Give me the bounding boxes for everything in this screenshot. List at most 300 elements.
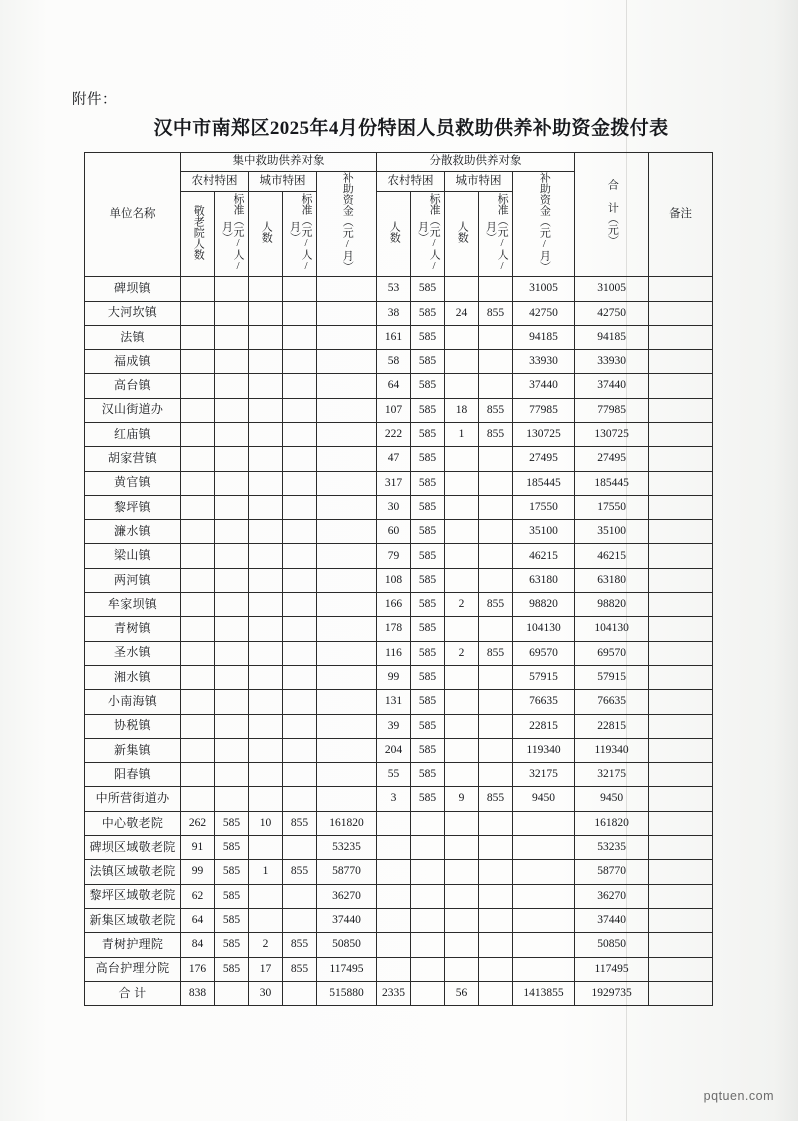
row-dispersed-rural-standard: 585 [411, 787, 445, 811]
row-dispersed-urban-standard [479, 568, 513, 592]
table-row [85, 714, 713, 738]
row-dispersed-subsidy [513, 933, 575, 957]
row-concentrated-urban-people [249, 301, 283, 325]
row-unit-name: 梁山镇 [85, 544, 181, 568]
row-remark [649, 520, 713, 544]
row-concentrated-urban-standard [283, 447, 317, 471]
row-concentrated-home-people [181, 787, 215, 811]
row-total: 50850 [575, 933, 649, 957]
table-row [85, 860, 713, 884]
row-concentrated-urban-standard [283, 568, 317, 592]
row-dispersed-rural-standard: 585 [411, 714, 445, 738]
row-dispersed-rural-standard [411, 908, 445, 932]
row-dispersed-urban-people [445, 568, 479, 592]
table-row [85, 690, 713, 714]
table-row [85, 763, 713, 787]
row-remark [649, 568, 713, 592]
row-concentrated-home-people [181, 471, 215, 495]
row-dispersed-urban-people [445, 738, 479, 762]
row-total: 27495 [575, 447, 649, 471]
row-remark [649, 398, 713, 422]
row-remark [649, 471, 713, 495]
row-dispersed-rural-people: 30 [377, 495, 411, 519]
row-dispersed-subsidy: 37440 [513, 374, 575, 398]
row-dispersed-urban-people: 24 [445, 301, 479, 325]
row-dispersed-urban-standard [479, 884, 513, 908]
row-concentrated-home-people: 64 [181, 908, 215, 932]
funding-table-container [84, 152, 712, 1006]
table-row [85, 325, 713, 349]
row-dispersed-subsidy: 63180 [513, 568, 575, 592]
row-dispersed-rural-people: 38 [377, 301, 411, 325]
row-total: 37440 [575, 908, 649, 932]
row-dispersed-subsidy: 104130 [513, 617, 575, 641]
row-dispersed-urban-standard [479, 933, 513, 957]
total-dispersed-urban-standard [479, 981, 513, 1005]
row-concentrated-rural-standard [215, 423, 249, 447]
table-header [85, 153, 713, 277]
row-concentrated-subsidy: 117495 [317, 957, 377, 981]
row-dispersed-rural-people [377, 933, 411, 957]
row-concentrated-urban-standard [283, 325, 317, 349]
row-dispersed-urban-people: 1 [445, 423, 479, 447]
row-concentrated-subsidy [317, 495, 377, 519]
table-row [85, 447, 713, 471]
row-dispersed-rural-standard: 585 [411, 617, 445, 641]
row-dispersed-subsidy: 17550 [513, 495, 575, 519]
row-dispersed-rural-people: 178 [377, 617, 411, 641]
row-concentrated-urban-people [249, 884, 283, 908]
row-total: 35100 [575, 520, 649, 544]
row-dispersed-urban-people [445, 471, 479, 495]
header-dispersed-urban-standard: 标准（元/人/月） [479, 192, 513, 277]
row-dispersed-subsidy [513, 908, 575, 932]
row-total: 31005 [575, 277, 649, 301]
row-concentrated-rural-standard [215, 641, 249, 665]
row-concentrated-urban-standard [283, 665, 317, 689]
table-row [85, 495, 713, 519]
total-remark [649, 981, 713, 1005]
row-dispersed-urban-standard [479, 738, 513, 762]
row-concentrated-urban-people [249, 593, 283, 617]
row-dispersed-rural-standard: 585 [411, 447, 445, 471]
row-concentrated-rural-standard [215, 325, 249, 349]
table-row [85, 908, 713, 932]
table-row [85, 544, 713, 568]
row-dispersed-urban-standard: 855 [479, 641, 513, 665]
row-concentrated-home-people [181, 325, 215, 349]
row-concentrated-urban-people [249, 690, 283, 714]
row-dispersed-subsidy: 77985 [513, 398, 575, 422]
row-remark [649, 933, 713, 957]
row-concentrated-urban-standard [283, 908, 317, 932]
row-concentrated-subsidy [317, 350, 377, 374]
row-concentrated-subsidy [317, 617, 377, 641]
row-total: 161820 [575, 811, 649, 835]
row-dispersed-urban-standard [479, 908, 513, 932]
row-dispersed-rural-people: 47 [377, 447, 411, 471]
row-concentrated-rural-standard: 585 [215, 957, 249, 981]
row-dispersed-subsidy [513, 836, 575, 860]
row-dispersed-subsidy: 32175 [513, 763, 575, 787]
row-concentrated-urban-people [249, 495, 283, 519]
row-concentrated-subsidy [317, 301, 377, 325]
row-dispersed-rural-people: 55 [377, 763, 411, 787]
table-row [85, 277, 713, 301]
row-dispersed-urban-people [445, 836, 479, 860]
row-concentrated-urban-standard: 855 [283, 860, 317, 884]
row-dispersed-rural-people: 3 [377, 787, 411, 811]
row-dispersed-rural-people [377, 957, 411, 981]
row-concentrated-subsidy: 58770 [317, 860, 377, 884]
row-remark [649, 884, 713, 908]
row-unit-name: 福成镇 [85, 350, 181, 374]
table-row [85, 568, 713, 592]
header-concentrated-urban: 城市特困 [249, 172, 317, 192]
row-dispersed-rural-standard: 585 [411, 277, 445, 301]
row-concentrated-subsidy: 161820 [317, 811, 377, 835]
row-dispersed-rural-people: 53 [377, 277, 411, 301]
row-dispersed-rural-people: 107 [377, 398, 411, 422]
row-dispersed-urban-standard [479, 690, 513, 714]
row-concentrated-subsidy: 36270 [317, 884, 377, 908]
row-dispersed-urban-people [445, 277, 479, 301]
row-dispersed-rural-standard [411, 860, 445, 884]
row-dispersed-urban-people [445, 520, 479, 544]
row-dispersed-urban-standard [479, 836, 513, 860]
row-concentrated-urban-people [249, 520, 283, 544]
attachment-label: 附件： [72, 92, 117, 108]
row-unit-name: 黎坪镇 [85, 495, 181, 519]
row-concentrated-urban-people: 2 [249, 933, 283, 957]
row-total: 77985 [575, 398, 649, 422]
header-dispersed-urban-people: 人数 [445, 192, 479, 277]
row-remark [649, 423, 713, 447]
row-concentrated-urban-people [249, 568, 283, 592]
row-concentrated-subsidy [317, 714, 377, 738]
row-dispersed-urban-people [445, 374, 479, 398]
header-remark: 备注 [649, 153, 713, 277]
table-row [85, 641, 713, 665]
header-unit-name: 单位名称 [85, 153, 181, 277]
table-row [85, 787, 713, 811]
row-unit-name: 青树镇 [85, 617, 181, 641]
row-remark [649, 836, 713, 860]
row-unit-name: 高台护理分院 [85, 957, 181, 981]
row-concentrated-home-people [181, 544, 215, 568]
header-total-label: 合 计（元） [606, 179, 619, 246]
row-remark [649, 738, 713, 762]
row-dispersed-urban-standard [479, 350, 513, 374]
row-concentrated-home-people [181, 665, 215, 689]
row-dispersed-urban-standard [479, 617, 513, 641]
row-dispersed-urban-people [445, 957, 479, 981]
row-dispersed-rural-standard: 585 [411, 374, 445, 398]
row-concentrated-rural-standard [215, 350, 249, 374]
row-total: 36270 [575, 884, 649, 908]
row-remark [649, 690, 713, 714]
table-row [85, 933, 713, 957]
row-concentrated-home-people: 262 [181, 811, 215, 835]
table-body [85, 277, 713, 1006]
row-concentrated-subsidy: 37440 [317, 908, 377, 932]
total-concentrated-home-people: 838 [181, 981, 215, 1005]
row-dispersed-urban-people [445, 860, 479, 884]
row-dispersed-urban-standard [479, 447, 513, 471]
row-concentrated-rural-standard [215, 763, 249, 787]
row-dispersed-urban-people [445, 933, 479, 957]
row-unit-name: 中所营街道办 [85, 787, 181, 811]
row-dispersed-rural-standard: 585 [411, 738, 445, 762]
row-unit-name: 新集区域敬老院 [85, 908, 181, 932]
row-unit-name: 协税镇 [85, 714, 181, 738]
row-dispersed-urban-standard: 855 [479, 593, 513, 617]
row-concentrated-rural-standard: 585 [215, 860, 249, 884]
row-concentrated-urban-standard [283, 738, 317, 762]
row-concentrated-home-people [181, 350, 215, 374]
total-concentrated-subsidy: 515880 [317, 981, 377, 1005]
row-concentrated-subsidy [317, 374, 377, 398]
row-total: 57915 [575, 665, 649, 689]
row-unit-name: 小南海镇 [85, 690, 181, 714]
row-total: 98820 [575, 593, 649, 617]
row-remark [649, 325, 713, 349]
total-concentrated-rural-standard [215, 981, 249, 1005]
row-concentrated-rural-standard [215, 690, 249, 714]
row-dispersed-rural-people [377, 884, 411, 908]
row-concentrated-urban-people: 1 [249, 860, 283, 884]
table-row [85, 374, 713, 398]
row-concentrated-home-people [181, 447, 215, 471]
row-concentrated-urban-standard [283, 350, 317, 374]
row-dispersed-urban-standard: 855 [479, 787, 513, 811]
row-dispersed-rural-people [377, 908, 411, 932]
row-dispersed-subsidy: 46215 [513, 544, 575, 568]
row-dispersed-rural-standard: 585 [411, 568, 445, 592]
row-total: 130725 [575, 423, 649, 447]
row-concentrated-rural-standard [215, 374, 249, 398]
row-concentrated-rural-standard: 585 [215, 884, 249, 908]
row-unit-name: 两河镇 [85, 568, 181, 592]
header-concentrated-urban-people: 人数 [249, 192, 283, 277]
row-concentrated-urban-standard: 855 [283, 811, 317, 835]
row-dispersed-rural-standard: 585 [411, 690, 445, 714]
table-row [85, 811, 713, 835]
row-dispersed-rural-people: 64 [377, 374, 411, 398]
row-dispersed-subsidy: 35100 [513, 520, 575, 544]
row-total: 185445 [575, 471, 649, 495]
row-concentrated-rural-standard [215, 520, 249, 544]
row-dispersed-subsidy [513, 884, 575, 908]
row-dispersed-rural-standard: 585 [411, 763, 445, 787]
table-row [85, 884, 713, 908]
row-dispersed-urban-standard [479, 811, 513, 835]
row-concentrated-urban-standard [283, 690, 317, 714]
row-dispersed-rural-people: 116 [377, 641, 411, 665]
row-concentrated-urban-people [249, 325, 283, 349]
header-dispersed-subsidy [513, 172, 575, 277]
row-concentrated-subsidy [317, 544, 377, 568]
row-concentrated-urban-standard [283, 593, 317, 617]
header-dispersed-rural-people: 人数 [377, 192, 411, 277]
row-remark [649, 714, 713, 738]
row-dispersed-subsidy: 119340 [513, 738, 575, 762]
row-unit-name: 大河坎镇 [85, 301, 181, 325]
row-concentrated-rural-standard [215, 277, 249, 301]
row-dispersed-rural-standard [411, 957, 445, 981]
row-dispersed-urban-people [445, 617, 479, 641]
row-dispersed-subsidy: 57915 [513, 665, 575, 689]
row-dispersed-rural-standard: 585 [411, 665, 445, 689]
row-concentrated-rural-standard [215, 787, 249, 811]
row-total: 63180 [575, 568, 649, 592]
row-concentrated-urban-people: 17 [249, 957, 283, 981]
watermark: pqtuen.com [703, 1089, 774, 1103]
row-concentrated-urban-standard: 855 [283, 957, 317, 981]
row-concentrated-rural-standard: 585 [215, 908, 249, 932]
row-dispersed-rural-standard: 585 [411, 301, 445, 325]
row-unit-name: 青树护理院 [85, 933, 181, 957]
row-unit-name: 新集镇 [85, 738, 181, 762]
row-unit-name: 濂水镇 [85, 520, 181, 544]
row-dispersed-urban-standard [479, 714, 513, 738]
row-concentrated-subsidy [317, 690, 377, 714]
row-unit-name: 碑坝镇 [85, 277, 181, 301]
header-concentrated-urban-standard: 标准（元/人/月） [283, 192, 317, 277]
table-row [85, 836, 713, 860]
row-dispersed-subsidy: 69570 [513, 641, 575, 665]
row-remark [649, 350, 713, 374]
row-concentrated-urban-people [249, 714, 283, 738]
row-concentrated-rural-standard [215, 568, 249, 592]
row-dispersed-urban-standard [479, 957, 513, 981]
row-concentrated-urban-people [249, 471, 283, 495]
header-concentrated-rural-standard: 标准（元/人/月） [215, 192, 249, 277]
row-dispersed-urban-people [445, 350, 479, 374]
row-concentrated-urban-standard [283, 520, 317, 544]
row-remark [649, 908, 713, 932]
row-concentrated-subsidy: 50850 [317, 933, 377, 957]
row-dispersed-rural-standard [411, 811, 445, 835]
row-dispersed-subsidy: 76635 [513, 690, 575, 714]
row-dispersed-subsidy: 31005 [513, 277, 575, 301]
row-dispersed-urban-standard [479, 471, 513, 495]
header-dispersed-urban: 城市特困 [445, 172, 513, 192]
table-row [85, 471, 713, 495]
row-concentrated-subsidy [317, 763, 377, 787]
table-total-row [85, 981, 713, 1005]
row-total: 119340 [575, 738, 649, 762]
row-dispersed-urban-people [445, 811, 479, 835]
row-total: 117495 [575, 957, 649, 981]
table-row [85, 593, 713, 617]
row-dispersed-subsidy: 94185 [513, 325, 575, 349]
row-dispersed-rural-people: 131 [377, 690, 411, 714]
row-unit-name: 黄官镇 [85, 471, 181, 495]
row-concentrated-subsidy [317, 665, 377, 689]
row-concentrated-rural-standard [215, 495, 249, 519]
row-remark [649, 787, 713, 811]
row-concentrated-subsidy [317, 277, 377, 301]
row-concentrated-urban-standard [283, 374, 317, 398]
row-remark [649, 641, 713, 665]
total-dispersed-rural-people: 2335 [377, 981, 411, 1005]
row-concentrated-urban-people [249, 350, 283, 374]
row-dispersed-subsidy: 185445 [513, 471, 575, 495]
row-dispersed-rural-standard: 585 [411, 520, 445, 544]
row-total: 32175 [575, 763, 649, 787]
row-concentrated-home-people: 176 [181, 957, 215, 981]
row-concentrated-home-people [181, 568, 215, 592]
row-remark [649, 301, 713, 325]
row-concentrated-subsidy [317, 593, 377, 617]
table-row [85, 957, 713, 981]
row-concentrated-rural-standard [215, 398, 249, 422]
row-concentrated-urban-standard [283, 495, 317, 519]
row-concentrated-rural-standard: 585 [215, 836, 249, 860]
row-unit-name: 牟家坝镇 [85, 593, 181, 617]
row-concentrated-urban-standard [283, 787, 317, 811]
row-concentrated-subsidy [317, 423, 377, 447]
row-dispersed-rural-people [377, 860, 411, 884]
row-dispersed-urban-standard: 855 [479, 301, 513, 325]
row-total: 94185 [575, 325, 649, 349]
row-concentrated-subsidy [317, 471, 377, 495]
row-dispersed-urban-people [445, 495, 479, 519]
row-total: 42750 [575, 301, 649, 325]
total-concentrated-urban-people: 30 [249, 981, 283, 1005]
row-total: 22815 [575, 714, 649, 738]
row-concentrated-urban-standard [283, 617, 317, 641]
row-concentrated-rural-standard [215, 593, 249, 617]
row-concentrated-rural-standard [215, 617, 249, 641]
row-dispersed-rural-people: 79 [377, 544, 411, 568]
row-concentrated-urban-standard [283, 423, 317, 447]
row-concentrated-home-people [181, 277, 215, 301]
row-concentrated-home-people [181, 301, 215, 325]
row-dispersed-urban-standard [479, 544, 513, 568]
row-dispersed-urban-people [445, 908, 479, 932]
page-title: 汉中市南郑区2025年4月份特困人员救助供养补助资金拨付表 [153, 118, 669, 139]
row-concentrated-home-people: 99 [181, 860, 215, 884]
row-concentrated-urban-people: 10 [249, 811, 283, 835]
row-remark [649, 763, 713, 787]
row-dispersed-urban-standard: 855 [479, 398, 513, 422]
row-unit-name: 汉山街道办 [85, 398, 181, 422]
row-concentrated-urban-standard: 855 [283, 933, 317, 957]
total-unit-name: 合 计 [85, 981, 181, 1005]
row-concentrated-subsidy [317, 398, 377, 422]
row-concentrated-rural-standard: 585 [215, 811, 249, 835]
row-concentrated-rural-standard: 585 [215, 933, 249, 957]
row-dispersed-rural-people: 99 [377, 665, 411, 689]
row-concentrated-rural-standard [215, 738, 249, 762]
row-concentrated-urban-people [249, 447, 283, 471]
row-total: 9450 [575, 787, 649, 811]
row-concentrated-urban-standard [283, 301, 317, 325]
total-dispersed-subsidy: 1413855 [513, 981, 575, 1005]
row-unit-name: 黎坪区域敬老院 [85, 884, 181, 908]
row-concentrated-rural-standard [215, 301, 249, 325]
row-dispersed-urban-standard: 855 [479, 423, 513, 447]
row-remark [649, 617, 713, 641]
total-dispersed-rural-standard [411, 981, 445, 1005]
row-concentrated-home-people [181, 374, 215, 398]
row-remark [649, 277, 713, 301]
row-dispersed-rural-people [377, 836, 411, 860]
header-dispersed-subsidy-label: 补助资金（元/月） [538, 172, 551, 272]
row-concentrated-home-people: 62 [181, 884, 215, 908]
